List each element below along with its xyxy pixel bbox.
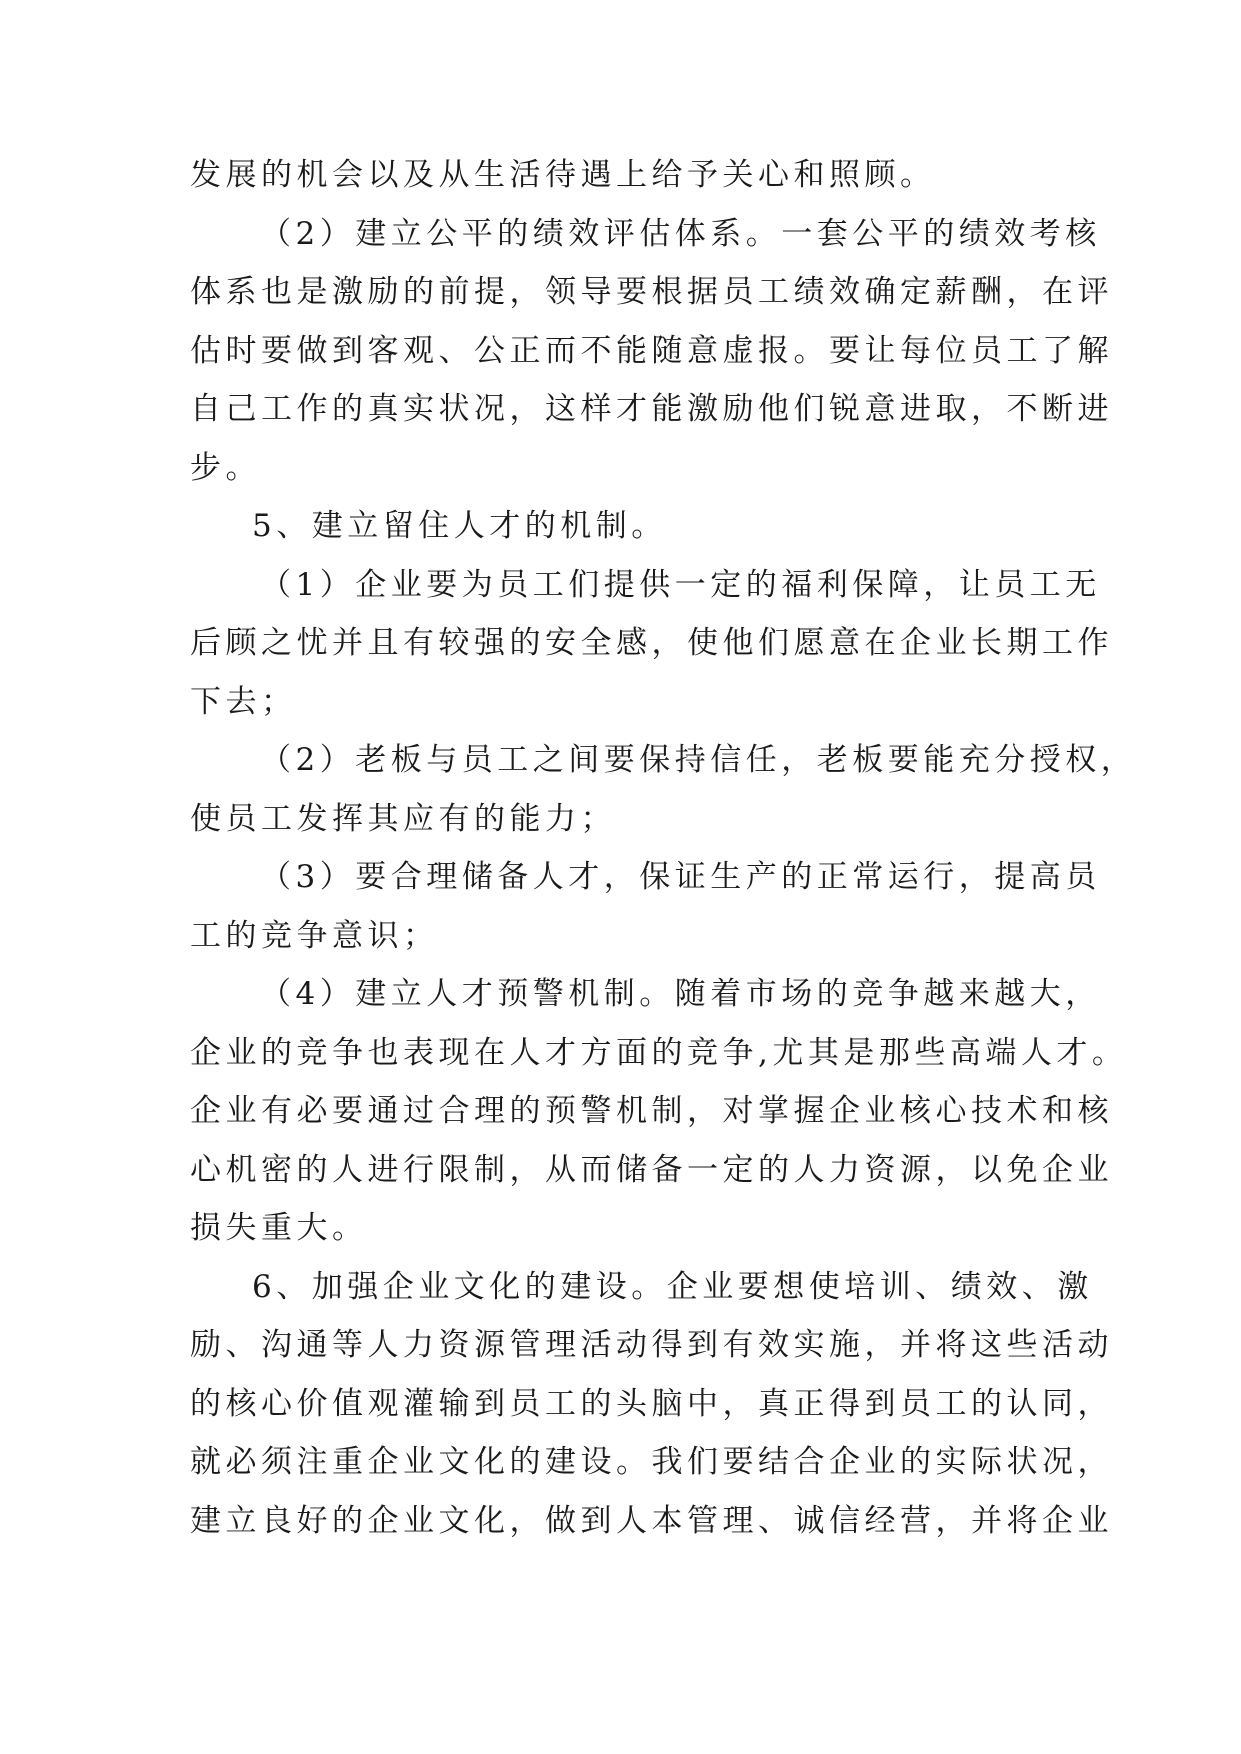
text-line: （2）老板与员工之间要保持信任，老板要能充分授权， — [260, 742, 1137, 778]
text-line: （2）建立公平的绩效评估体系。一套公平的绩效考核 — [260, 215, 1101, 252]
text-line: 使员工发挥其应有的能力； — [190, 800, 616, 837]
text-line: 下去； — [190, 683, 297, 720]
text-line: 自己工作的真实状况，这样才能激励他们锐意进取，不断进 — [190, 391, 1113, 427]
text-line: 发展的机会以及从生活待遇上给予关心和照顾。 — [190, 157, 936, 193]
text-line: 心机密的人进行限制，从而储备一定的人力资源，以免企业 — [190, 1151, 1113, 1188]
section-heading: 6、加强企业文化的建设。企业要想使培训、绩效、激 — [252, 1268, 1093, 1305]
text-line: 估时要做到客观、公正而不能随意虚报。要让每位员工了解 — [190, 332, 1113, 369]
section-heading: 5、建立留住人才的机制。 — [252, 508, 667, 544]
text-line: 的核心价值观灌输到员工的头脑中，真正得到员工的认同， — [190, 1385, 1113, 1422]
text-line: 企业有必要通过合理的预警机制，对掌握企业核心技术和核 — [190, 1093, 1113, 1129]
text-line: 建立良好的企业文化，做到人本管理、诚信经营，并将企业 — [190, 1502, 1113, 1539]
text-line: 工的竞争意识； — [190, 917, 439, 954]
document-page — [190, 146, 1137, 1550]
text-line: （4）建立人才预警机制。随着市场的竞争越来越大， — [260, 976, 1101, 1012]
text-line: （1）企业要为员工们提供一定的福利保障，让员工无 — [260, 566, 1101, 603]
text-line: （3）要合理储备人才，保证生产的正常运行，提高员 — [260, 859, 1101, 895]
text-line: 励、沟通等人力资源管理活动得到有效实施，并将这些活动 — [190, 1327, 1113, 1363]
text-line: 企业的竞争也表现在人才方面的竞争,尤其是那些高端人才。 — [190, 1034, 1128, 1071]
text-line: 损失重大。 — [190, 1210, 368, 1246]
text-line: 步。 — [190, 449, 261, 486]
text-line: 就必须注重企业文化的建设。我们要结合企业的实际状况， — [190, 1444, 1113, 1480]
text-line: 后顾之忧并且有较强的安全感，使他们愿意在企业长期工作 — [190, 625, 1113, 661]
text-line: 体系也是激励的前提，领导要根据员工绩效确定薪酬，在评 — [190, 274, 1113, 310]
